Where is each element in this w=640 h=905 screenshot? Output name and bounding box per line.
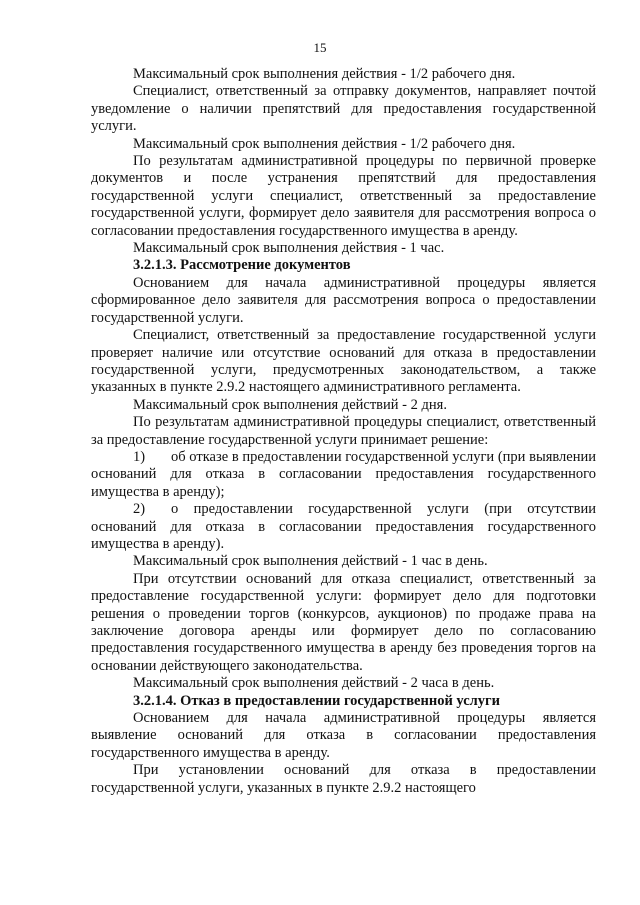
paragraph: Максимальный срок выполнения действия - 1 час.: [133, 240, 445, 257]
list-item: [91, 449, 596, 501]
page-number: 15: [313, 40, 327, 55]
list-item-text: о предоставлении государственной услуги (при отсутствии оснований для отказа в согласовании предоставления государственного имущества в аренду).: [91, 501, 596, 552]
paragraph: Максимальный срок выполнения действия - 1/2 рабочего дня.: [133, 66, 516, 82]
paragraph: Максимальный срок выполнения действия - 1/2 рабочего дня.: [133, 135, 516, 152]
paragraph: Специалист, ответственный за отправку документов, направляет почтой уведомление о наличии препятствий для предоставления государственной услуги.: [91, 83, 596, 135]
paragraph: По результатам административной процедуры по первичной проверке документов и после устранения препятствий для предоставления государственной услуги специалист, ответственный за предоставление государственной услуги, формирует дело заявителя для рассмотрения вопроса о согласовании предоставления государственного имущества в аренду.: [91, 153, 596, 239]
paragraph: Максимальный срок выполнения действий - 1 час в день.: [133, 553, 488, 570]
paragraph: При отсутствии оснований для отказа специалист, ответственный за предоставление государственной услуги: формирует дело для подготовки решения о проведении торгов (конкурсов, аукционов) по продаже права на заключение договора аренды или формирует дело по согласованию предоставления государственного имущества в аренду без проведения торгов на основании действующего законодательства.: [91, 570, 596, 674]
document-body: [91, 66, 596, 797]
list-item-number: 2): [133, 501, 146, 518]
paragraph: Специалист, ответственный за предоставление государственной услуги проверяет наличие или отсутствие оснований для отказа в предоставлении государственной услуги, предусмотренных законодательством, а также указанных в пункте 2.9.2 настоящего административного регламента.: [91, 327, 596, 396]
list-item-text: об отказе в предоставлении государственной услуги (при выявлении оснований для отказа в согласовании предоставления государственного имущества в аренду);: [91, 448, 596, 500]
paragraph: Максимальный срок выполнения действий - 2 дня.: [133, 396, 447, 413]
paragraph: При установлении оснований для отказа в предоставлении государственной услуги, указанных в пункте 2.9.2 настоящего: [91, 762, 596, 796]
list-item: [91, 501, 596, 553]
paragraph: По результатам административной процедуры специалист, ответственный за предоставление государственной услуги принимает решение:: [91, 414, 596, 448]
paragraph: Основанием для начала административной процедуры является сформированное дело заявителя для рассмотрения вопроса о предоставлении государственной услуги.: [91, 274, 596, 326]
section-heading: 3.2.1.3. Рассмотрение документов: [133, 257, 351, 274]
list-item-number: 1): [133, 448, 146, 465]
section-heading: 3.2.1.4. Отказ в предоставлении государственной услуги: [133, 692, 500, 709]
paragraph: Основанием для начала административной процедуры является выявление оснований для отказа в согласовании предоставления государственного имущества в аренду.: [91, 710, 596, 761]
paragraph: Максимальный срок выполнения действий - 2 часа в день.: [133, 675, 495, 692]
